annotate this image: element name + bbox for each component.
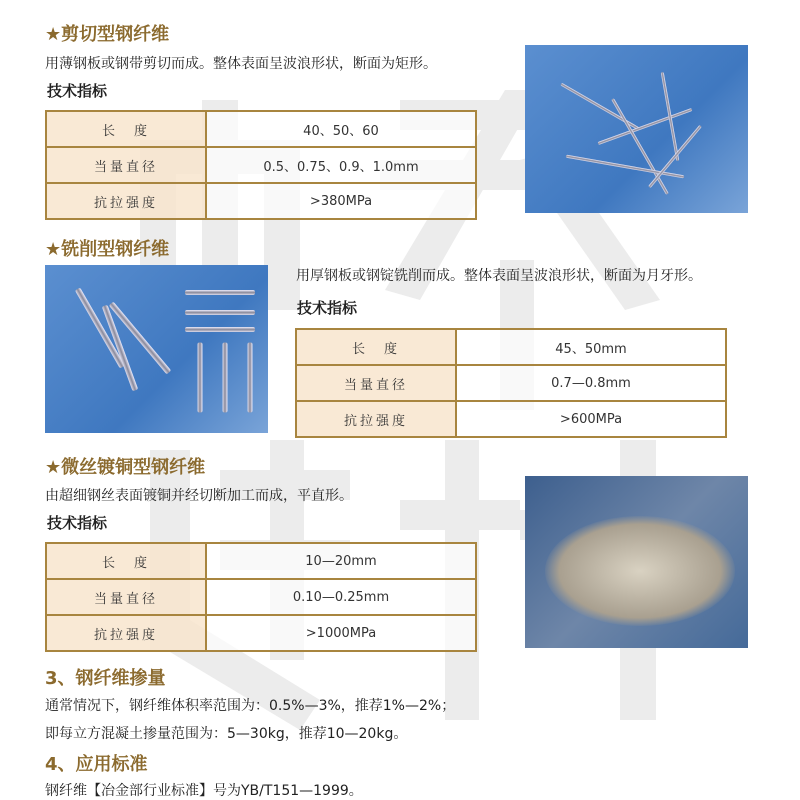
table-row	[46, 615, 476, 651]
dosage-line-2: 即每立方混凝土掺量范围为：5—30kg，推荐10—20kg。	[45, 726, 408, 742]
section-desc-microwire: 由超细钢丝表面镀铜并经切断加工而成，平直形。	[45, 488, 353, 504]
row-value: >600MPa	[456, 401, 726, 437]
product-photo-milled	[45, 265, 268, 433]
table-row	[46, 147, 476, 183]
table-row	[296, 329, 726, 365]
section-desc-milled: 用厚钢板或钢锭铣削而成。整体表面呈波浪形状，断面为月牙形。	[296, 268, 702, 284]
row-value: 10—20mm	[206, 543, 476, 579]
row-value: 40、50、60	[206, 111, 476, 147]
section-desc-shear: 用薄钢板或钢带剪切而成。整体表面呈波浪形状，断面为矩形。	[45, 56, 437, 72]
row-value: 0.10—0.25mm	[206, 579, 476, 615]
product-photo-shear	[525, 45, 748, 213]
spec-table-microwire	[45, 542, 477, 652]
row-label: 抗拉强度	[296, 401, 456, 437]
row-label: 抗拉强度	[46, 183, 206, 219]
standard-line-1: 钢纤维【冶金部行业标准】号为YB/T151—1999。	[45, 783, 363, 799]
table-row	[46, 111, 476, 147]
table-row	[46, 579, 476, 615]
table-row	[296, 401, 726, 437]
dosage-title: 3、钢纤维掺量	[45, 668, 166, 689]
section-title-milled: ★铣削型钢纤维	[45, 239, 170, 260]
spec-heading: 技术指标	[47, 514, 108, 532]
row-label: 长 度	[296, 329, 456, 365]
row-label: 长 度	[46, 111, 206, 147]
row-value: 45、50mm	[456, 329, 726, 365]
spec-heading: 技术指标	[47, 82, 108, 100]
row-value: 0.7—0.8mm	[456, 365, 726, 401]
standard-title: 4、应用标准	[45, 754, 148, 775]
row-value: >380MPa	[206, 183, 476, 219]
row-label: 当量直径	[46, 579, 206, 615]
table-row	[46, 183, 476, 219]
row-label: 抗拉强度	[46, 615, 206, 651]
table-row	[46, 543, 476, 579]
section-title-shear: ★剪切型钢纤维	[45, 24, 170, 45]
row-label: 当量直径	[46, 147, 206, 183]
row-value: >1000MPa	[206, 615, 476, 651]
table-row	[296, 365, 726, 401]
row-label: 长 度	[46, 543, 206, 579]
dosage-line-1: 通常情况下，钢纤维体积率范围为：0.5%—3%，推荐1%—2%；	[45, 698, 456, 714]
spec-table-shear	[45, 110, 477, 220]
row-label: 当量直径	[296, 365, 456, 401]
product-photo-microwire	[525, 476, 748, 648]
spec-heading: 技术指标	[297, 299, 358, 317]
row-value: 0.5、0.75、0.9、1.0mm	[206, 147, 476, 183]
section-title-microwire: ★微丝镀铜型钢纤维	[45, 457, 206, 478]
spec-table-milled	[295, 328, 727, 438]
